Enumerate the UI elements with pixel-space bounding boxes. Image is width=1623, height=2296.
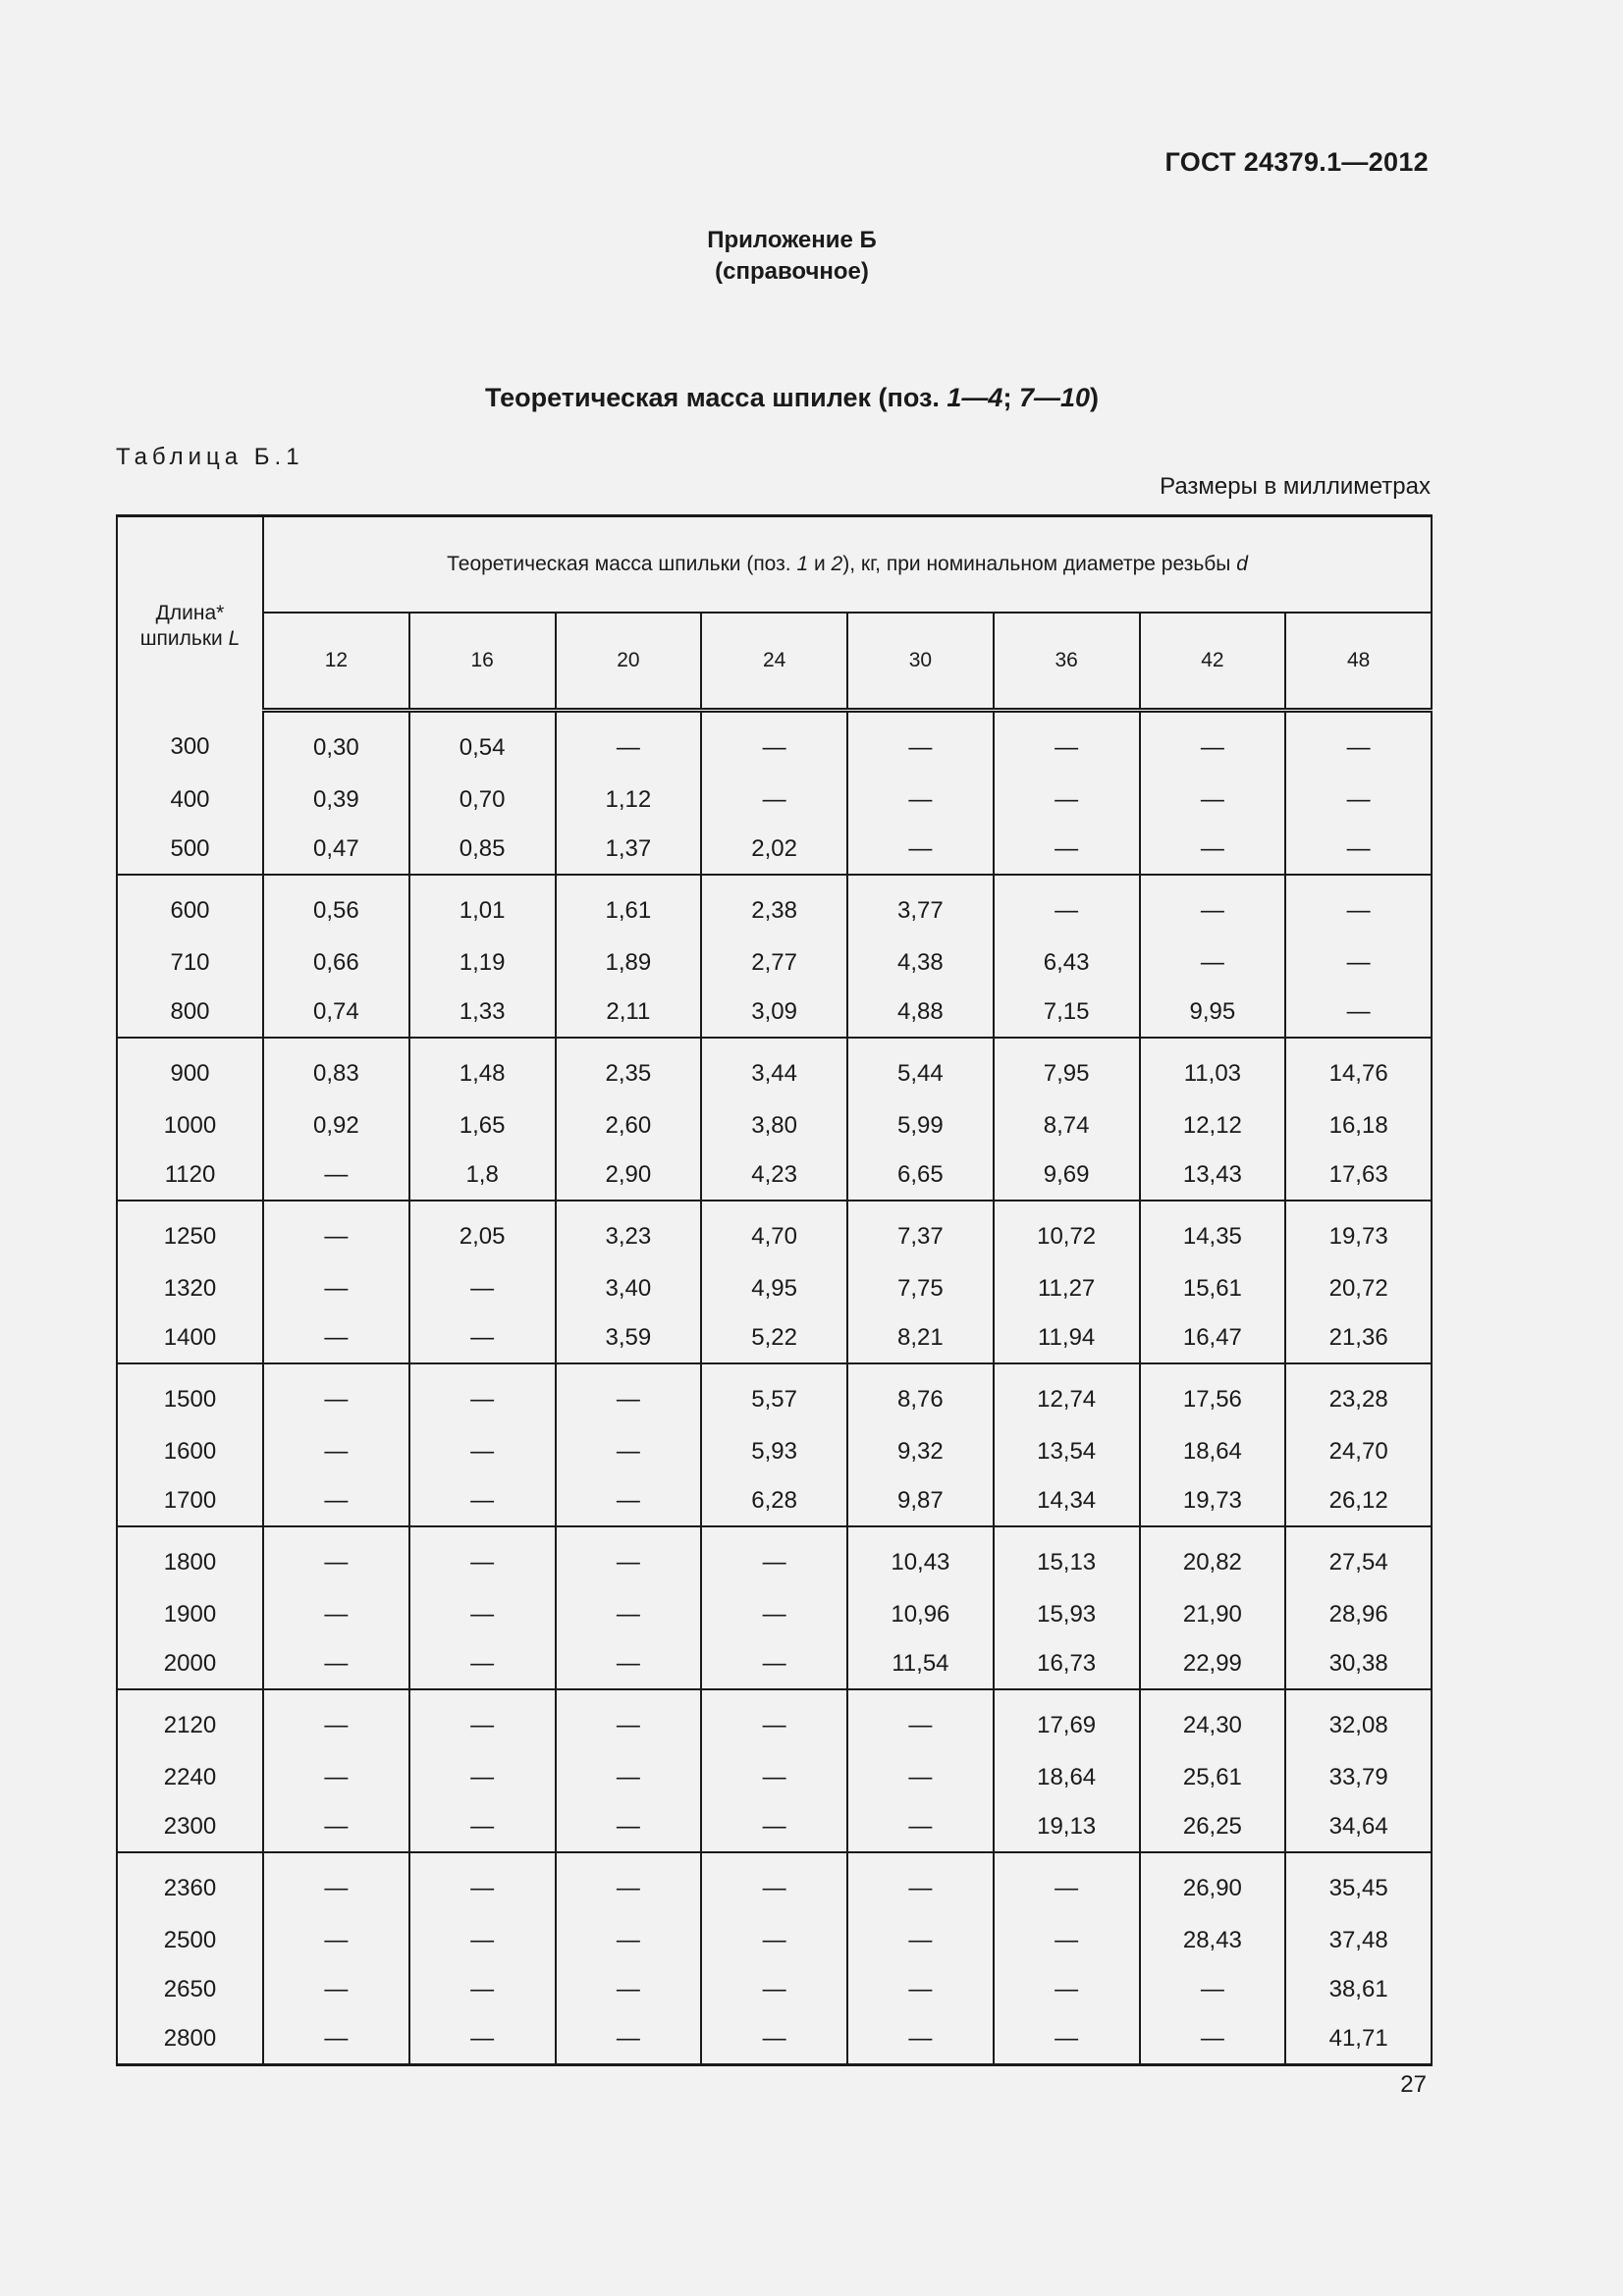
annex-heading xyxy=(0,225,1584,288)
mass-cell: — xyxy=(409,1590,556,1639)
mass-cell: — xyxy=(556,1916,702,1965)
table-row xyxy=(117,775,1432,825)
length-cell: 2300 xyxy=(117,1802,263,1852)
mass-cell: — xyxy=(263,1689,409,1753)
mass-cell: 15,93 xyxy=(994,1590,1140,1639)
length-cell: 1700 xyxy=(117,1476,263,1526)
table-row xyxy=(117,2014,1432,2065)
mass-cell: 1,33 xyxy=(409,988,556,1038)
annex-subtitle: (справочное) xyxy=(715,258,869,285)
length-cell: 2120 xyxy=(117,1689,263,1753)
mass-cell: — xyxy=(263,1965,409,2014)
mass-cell: — xyxy=(263,1753,409,1802)
table-row-group xyxy=(117,1689,1432,1852)
mass-cell: 11,03 xyxy=(1140,1038,1286,1101)
mass-cell: 16,18 xyxy=(1285,1101,1432,1150)
mass-cell: — xyxy=(556,711,702,776)
diameter-header-cell: 24 xyxy=(701,613,847,711)
mass-cell: 6,43 xyxy=(994,938,1140,988)
mass-cell: — xyxy=(1285,938,1432,988)
mass-cell: — xyxy=(409,1427,556,1476)
mass-cell: — xyxy=(1140,711,1286,776)
mass-cell: 3,09 xyxy=(701,988,847,1038)
table-row xyxy=(117,1427,1432,1476)
diameter-header-row xyxy=(117,613,1432,711)
length-cell: 2360 xyxy=(117,1852,263,1916)
mass-cell: 26,90 xyxy=(1140,1852,1286,1916)
length-cell: 710 xyxy=(117,938,263,988)
mass-cell: — xyxy=(701,1852,847,1916)
mass-cell: — xyxy=(556,1965,702,2014)
mass-cell: 22,99 xyxy=(1140,1639,1286,1689)
mass-cell: 13,43 xyxy=(1140,1150,1286,1201)
length-cell: 500 xyxy=(117,825,263,875)
mass-cell: 2,05 xyxy=(409,1201,556,1264)
mass-cell: 0,30 xyxy=(263,711,409,776)
mass-cell: — xyxy=(1140,775,1286,825)
mass-cell: 4,38 xyxy=(847,938,994,988)
mass-cell: 11,94 xyxy=(994,1313,1140,1363)
mass-cell: 5,99 xyxy=(847,1101,994,1150)
table-row xyxy=(117,938,1432,988)
mass-cell: — xyxy=(409,1363,556,1427)
mass-cell: — xyxy=(409,1313,556,1363)
mass-cell: — xyxy=(263,1201,409,1264)
mass-cell: 24,70 xyxy=(1285,1427,1432,1476)
mass-cell: 14,76 xyxy=(1285,1038,1432,1101)
mass-cell: — xyxy=(847,1689,994,1753)
mass-cell: — xyxy=(409,1476,556,1526)
mass-cell: 34,64 xyxy=(1285,1802,1432,1852)
mass-cell: 12,74 xyxy=(994,1363,1140,1427)
mass-cell: 3,77 xyxy=(847,875,994,938)
mass-cell: — xyxy=(1140,875,1286,938)
length-cell: 2500 xyxy=(117,1916,263,1965)
mass-cell: — xyxy=(409,1689,556,1753)
mass-header-part2: и xyxy=(808,553,832,575)
mass-cell: 0,83 xyxy=(263,1038,409,1101)
mass-cell: 2,11 xyxy=(556,988,702,1038)
length-cell: 800 xyxy=(117,988,263,1038)
mass-cell: — xyxy=(1140,2014,1286,2065)
mass-cell: 0,74 xyxy=(263,988,409,1038)
table-row xyxy=(117,825,1432,875)
length-cell: 1000 xyxy=(117,1101,263,1150)
table-row-group xyxy=(117,875,1432,1038)
mass-cell: 3,40 xyxy=(556,1264,702,1313)
mass-cell: 1,48 xyxy=(409,1038,556,1101)
section-title-suffix: ) xyxy=(1090,383,1099,412)
mass-cell: 1,37 xyxy=(556,825,702,875)
section-title-range2: 7—10 xyxy=(1018,383,1090,412)
mass-cell: 18,64 xyxy=(994,1753,1140,1802)
mass-cell: 5,44 xyxy=(847,1038,994,1101)
table-row xyxy=(117,1916,1432,1965)
mass-cell: — xyxy=(263,1916,409,1965)
mass-cell: 26,25 xyxy=(1140,1802,1286,1852)
length-cell: 2800 xyxy=(117,2014,263,2065)
mass-cell: 1,61 xyxy=(556,875,702,938)
table-row xyxy=(117,1852,1432,1916)
mass-cell: — xyxy=(556,1802,702,1852)
mass-cell: — xyxy=(556,1689,702,1753)
mass-cell: 17,56 xyxy=(1140,1363,1286,1427)
length-cell: 1500 xyxy=(117,1363,263,1427)
length-cell: 400 xyxy=(117,775,263,825)
table-row-group xyxy=(117,1201,1432,1363)
length-cell: 2000 xyxy=(117,1639,263,1689)
mass-cell: 9,95 xyxy=(1140,988,1286,1038)
mass-cell: 1,89 xyxy=(556,938,702,988)
mass-cell: — xyxy=(1285,775,1432,825)
mass-cell: 14,35 xyxy=(1140,1201,1286,1264)
section-title-prefix: Теоретическая масса шпилек (поз. xyxy=(485,383,947,412)
mass-cell: — xyxy=(994,1916,1140,1965)
mass-cell: 32,08 xyxy=(1285,1689,1432,1753)
mass-cell: — xyxy=(1285,875,1432,938)
mass-cell: 1,12 xyxy=(556,775,702,825)
mass-cell: 2,77 xyxy=(701,938,847,988)
mass-cell: 0,92 xyxy=(263,1101,409,1150)
mass-cell: 6,28 xyxy=(701,1476,847,1526)
mass-cell: — xyxy=(409,1802,556,1852)
length-column-header xyxy=(117,516,263,711)
mass-cell: — xyxy=(847,1852,994,1916)
section-title-sep: ; xyxy=(1002,383,1019,412)
table-row xyxy=(117,1038,1432,1101)
mass-cell: 38,61 xyxy=(1285,1965,1432,2014)
mass-cell: 16,47 xyxy=(1140,1313,1286,1363)
mass-cell: — xyxy=(409,2014,556,2065)
mass-cell: — xyxy=(701,1802,847,1852)
mass-cell: 12,12 xyxy=(1140,1101,1286,1150)
diameter-header-cell: 36 xyxy=(994,613,1140,711)
mass-header-var: d xyxy=(1236,553,1248,575)
diameter-header-cell: 42 xyxy=(1140,613,1286,711)
mass-cell: — xyxy=(1140,938,1286,988)
mass-cell: 19,73 xyxy=(1140,1476,1286,1526)
table-row xyxy=(117,1363,1432,1427)
mass-cell: 0,70 xyxy=(409,775,556,825)
mass-cell: — xyxy=(409,1965,556,2014)
mass-cell: 19,73 xyxy=(1285,1201,1432,1264)
mass-cell: — xyxy=(701,1965,847,2014)
length-cell: 1120 xyxy=(117,1150,263,1201)
mass-cell: — xyxy=(409,1753,556,1802)
mass-header-pos2: 2 xyxy=(831,553,843,575)
mass-cell: 4,88 xyxy=(847,988,994,1038)
table-row-group xyxy=(117,1852,1432,2065)
table-row xyxy=(117,1150,1432,1201)
table-row xyxy=(117,1313,1432,1363)
mass-cell: — xyxy=(1285,711,1432,776)
mass-cell: — xyxy=(556,1753,702,1802)
mass-cell: 26,12 xyxy=(1285,1476,1432,1526)
table-row xyxy=(117,1689,1432,1753)
mass-cell: 9,69 xyxy=(994,1150,1140,1201)
mass-cell: 5,93 xyxy=(701,1427,847,1476)
table-row xyxy=(117,711,1432,776)
mass-cell: — xyxy=(263,1526,409,1590)
mass-cell: 33,79 xyxy=(1285,1753,1432,1802)
mass-cell: 20,72 xyxy=(1285,1264,1432,1313)
table-row-group xyxy=(117,1038,1432,1201)
table-row xyxy=(117,1590,1432,1639)
mass-cell: — xyxy=(556,1427,702,1476)
mass-cell: 0,56 xyxy=(263,875,409,938)
mass-cell: 41,71 xyxy=(1285,2014,1432,2065)
mass-cell: 2,35 xyxy=(556,1038,702,1101)
mass-cell: — xyxy=(1140,1965,1286,2014)
mass-cell: — xyxy=(847,2014,994,2065)
mass-cell: 1,19 xyxy=(409,938,556,988)
mass-cell: 0,54 xyxy=(409,711,556,776)
mass-cell: — xyxy=(994,711,1140,776)
mass-cell: — xyxy=(263,1150,409,1201)
mass-cell: 7,15 xyxy=(994,988,1140,1038)
mass-cell: — xyxy=(847,775,994,825)
length-cell: 2240 xyxy=(117,1753,263,1802)
table-row xyxy=(117,875,1432,938)
mass-cell: — xyxy=(409,1916,556,1965)
mass-cell: — xyxy=(701,711,847,776)
mass-cell: 21,90 xyxy=(1140,1590,1286,1639)
table-row xyxy=(117,1639,1432,1689)
length-cell: 600 xyxy=(117,875,263,938)
mass-cell: 3,44 xyxy=(701,1038,847,1101)
table-row xyxy=(117,1802,1432,1852)
mass-cell: — xyxy=(556,1852,702,1916)
mass-cell: — xyxy=(263,1427,409,1476)
table-label: Таблица Б.1 xyxy=(116,444,304,470)
mass-cell: — xyxy=(994,875,1140,938)
mass-cell: — xyxy=(847,1753,994,1802)
section-title-range1: 1—4 xyxy=(947,383,1003,412)
mass-cell: 37,48 xyxy=(1285,1916,1432,1965)
mass-cell: — xyxy=(556,2014,702,2065)
mass-cell: — xyxy=(1285,988,1432,1038)
mass-cell: 27,54 xyxy=(1285,1526,1432,1590)
mass-cell: — xyxy=(263,1802,409,1852)
mass-cell: — xyxy=(847,1802,994,1852)
diameter-header-cell: 16 xyxy=(409,613,556,711)
mass-cell: — xyxy=(263,1264,409,1313)
mass-cell: — xyxy=(701,775,847,825)
mass-cell: — xyxy=(701,1689,847,1753)
mass-cell: 18,64 xyxy=(1140,1427,1286,1476)
mass-cell: 20,82 xyxy=(1140,1526,1286,1590)
mass-cell: — xyxy=(847,711,994,776)
mass-cell: 30,38 xyxy=(1285,1639,1432,1689)
mass-cell: — xyxy=(994,1965,1140,2014)
mass-cell: 10,43 xyxy=(847,1526,994,1590)
mass-cell: 10,72 xyxy=(994,1201,1140,1264)
mass-cell: 4,70 xyxy=(701,1201,847,1264)
mass-header-part3: ), кг, при номинальном диаметре резьбы xyxy=(842,553,1237,575)
table-row xyxy=(117,1526,1432,1590)
mass-cell: — xyxy=(847,1916,994,1965)
mass-cell: — xyxy=(409,1526,556,1590)
page-number: 27 xyxy=(1400,2071,1427,2098)
diameter-header-cell: 30 xyxy=(847,613,994,711)
diameter-header-cell: 12 xyxy=(263,613,409,711)
mass-cell: 21,36 xyxy=(1285,1313,1432,1363)
mass-cell: — xyxy=(263,1313,409,1363)
mass-cell: — xyxy=(263,1476,409,1526)
mass-cell: — xyxy=(263,2014,409,2065)
mass-cell: — xyxy=(556,1639,702,1689)
mass-cell: — xyxy=(263,1363,409,1427)
length-cell: 2650 xyxy=(117,1965,263,2014)
mass-cell: — xyxy=(701,1526,847,1590)
table-row xyxy=(117,1965,1432,2014)
length-header-line1: Длина* xyxy=(155,602,225,625)
mass-cell: — xyxy=(263,1639,409,1689)
table-row-group xyxy=(117,1363,1432,1526)
mass-cell: — xyxy=(994,775,1140,825)
diameter-header-cell: 48 xyxy=(1285,613,1432,711)
mass-cell: — xyxy=(409,1852,556,1916)
mass-cell: 7,75 xyxy=(847,1264,994,1313)
mass-cell: — xyxy=(994,825,1140,875)
mass-cell: 3,23 xyxy=(556,1201,702,1264)
table-row xyxy=(117,1476,1432,1526)
mass-cell: — xyxy=(556,1526,702,1590)
length-cell: 1320 xyxy=(117,1264,263,1313)
standard-code: ГОСТ 24379.1—2012 xyxy=(1164,147,1429,177)
mass-cell: 11,54 xyxy=(847,1639,994,1689)
mass-cell: 10,96 xyxy=(847,1590,994,1639)
mass-cell: — xyxy=(263,1852,409,1916)
mass-cell: 2,90 xyxy=(556,1150,702,1201)
mass-cell: 2,38 xyxy=(701,875,847,938)
mass-cell: 4,23 xyxy=(701,1150,847,1201)
length-header-var: L xyxy=(228,627,241,651)
mass-cell: 2,02 xyxy=(701,825,847,875)
mass-cell: 15,13 xyxy=(994,1526,1140,1590)
table-row xyxy=(117,1201,1432,1264)
length-cell: 1250 xyxy=(117,1201,263,1264)
mass-cell: 9,32 xyxy=(847,1427,994,1476)
mass-cell: — xyxy=(1140,825,1286,875)
mass-cell: — xyxy=(994,1852,1140,1916)
length-cell: 900 xyxy=(117,1038,263,1101)
mass-cell: 1,8 xyxy=(409,1150,556,1201)
table-row xyxy=(117,988,1432,1038)
mass-cell: 24,30 xyxy=(1140,1689,1286,1753)
mass-cell: 16,73 xyxy=(994,1639,1140,1689)
mass-cell: 0,85 xyxy=(409,825,556,875)
mass-cell: 13,54 xyxy=(994,1427,1140,1476)
mass-cell: — xyxy=(409,1264,556,1313)
mass-cell: 23,28 xyxy=(1285,1363,1432,1427)
mass-header-pos1: 1 xyxy=(796,553,809,575)
mass-cell: 0,66 xyxy=(263,938,409,988)
length-cell: 1400 xyxy=(117,1313,263,1363)
mass-cell: 7,37 xyxy=(847,1201,994,1264)
length-header-line2: шпильки xyxy=(139,627,229,651)
length-cell: 300 xyxy=(117,711,263,776)
annex-title: Приложение Б xyxy=(707,227,877,253)
table-row xyxy=(117,1753,1432,1802)
mass-cell: 14,34 xyxy=(994,1476,1140,1526)
mass-cell: — xyxy=(847,825,994,875)
mass-cell: 19,13 xyxy=(994,1802,1140,1852)
length-cell: 1900 xyxy=(117,1590,263,1639)
mass-cell: — xyxy=(701,1916,847,1965)
mass-cell: — xyxy=(409,1639,556,1689)
mass-cell: — xyxy=(701,1590,847,1639)
table-row-group xyxy=(117,711,1432,876)
mass-cell: 6,65 xyxy=(847,1150,994,1201)
mass-cell: 1,01 xyxy=(409,875,556,938)
mass-cell: 8,21 xyxy=(847,1313,994,1363)
length-cell: 1800 xyxy=(117,1526,263,1590)
mass-cell: — xyxy=(556,1476,702,1526)
mass-cell: 5,22 xyxy=(701,1313,847,1363)
mass-cell: 17,63 xyxy=(1285,1150,1432,1201)
mass-cell: 7,95 xyxy=(994,1038,1140,1101)
table-header xyxy=(117,516,1432,711)
mass-cell: — xyxy=(556,1363,702,1427)
mass-cell: — xyxy=(556,1590,702,1639)
mass-table xyxy=(116,514,1433,2066)
diameter-header-cell: 20 xyxy=(556,613,702,711)
mass-cell: — xyxy=(847,1965,994,2014)
table-row-group xyxy=(117,1526,1432,1689)
mass-header-part1: Теоретическая масса шпильки (поз. xyxy=(447,553,797,575)
length-cell: 1600 xyxy=(117,1427,263,1476)
mass-cell: 11,27 xyxy=(994,1264,1140,1313)
section-title xyxy=(0,383,1584,413)
mass-cell: — xyxy=(701,2014,847,2065)
mass-cell: — xyxy=(263,1590,409,1639)
table-row xyxy=(117,1101,1432,1150)
mass-cell: 8,76 xyxy=(847,1363,994,1427)
mass-cell: — xyxy=(701,1639,847,1689)
mass-cell: 2,60 xyxy=(556,1101,702,1150)
mass-cell: 0,39 xyxy=(263,775,409,825)
mass-cell: 5,57 xyxy=(701,1363,847,1427)
mass-cell: 8,74 xyxy=(994,1101,1140,1150)
mass-cell: 17,69 xyxy=(994,1689,1140,1753)
mass-cell: 9,87 xyxy=(847,1476,994,1526)
mass-cell: 0,47 xyxy=(263,825,409,875)
table-units-note: Размеры в миллиметрах xyxy=(1160,473,1431,500)
mass-cell: 3,59 xyxy=(556,1313,702,1363)
mass-cell: 35,45 xyxy=(1285,1852,1432,1916)
mass-cell: 25,61 xyxy=(1140,1753,1286,1802)
mass-cell: — xyxy=(1285,825,1432,875)
mass-cell: 1,65 xyxy=(409,1101,556,1150)
mass-cell: — xyxy=(701,1753,847,1802)
mass-cell: — xyxy=(994,2014,1140,2065)
mass-cell: 3,80 xyxy=(701,1101,847,1150)
table-row xyxy=(117,1264,1432,1313)
mass-cell: 15,61 xyxy=(1140,1264,1286,1313)
mass-cell: 4,95 xyxy=(701,1264,847,1313)
mass-cell: 28,43 xyxy=(1140,1916,1286,1965)
mass-group-header xyxy=(263,516,1432,614)
mass-cell: 28,96 xyxy=(1285,1590,1432,1639)
